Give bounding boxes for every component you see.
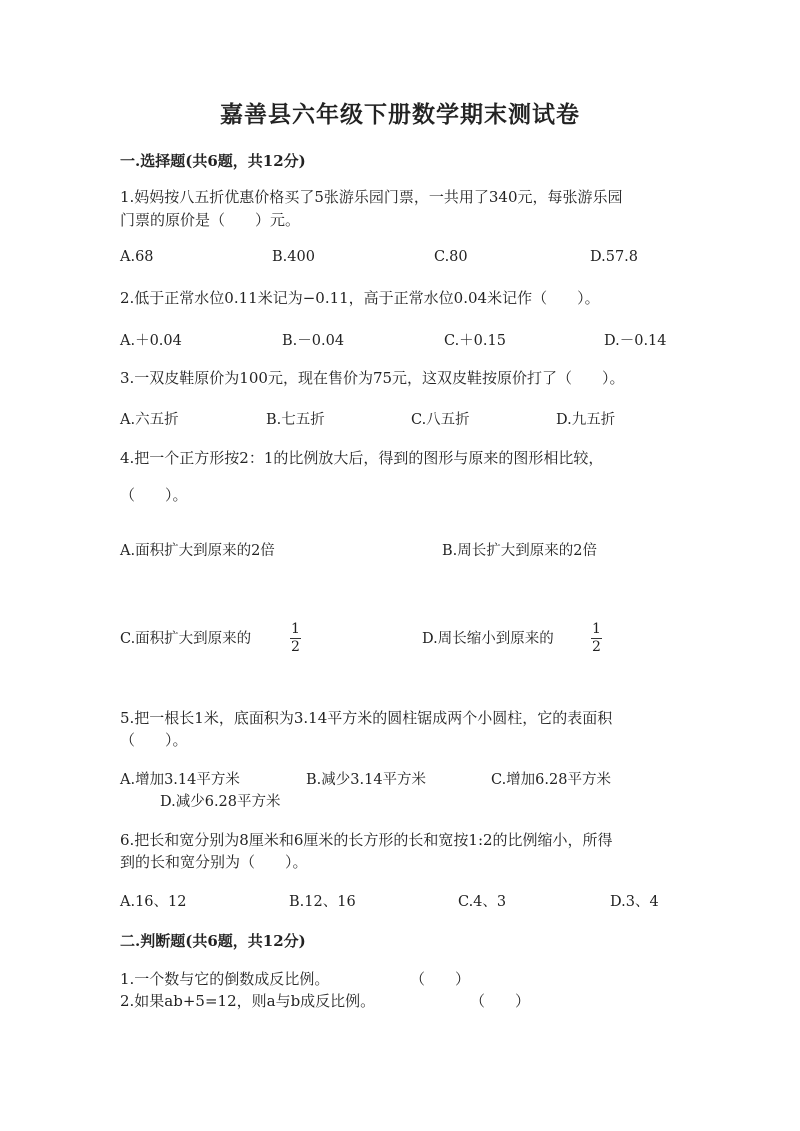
fraction-numerator: 1 <box>592 621 601 637</box>
q6-option-c: C.4、3 <box>458 894 507 910</box>
q6-option-a: A.16、12 <box>120 894 187 910</box>
judgement-item-1-answer-blank: （ ） <box>410 970 471 988</box>
page-title: 嘉善县六年级下册数学期末测试卷 <box>220 101 580 128</box>
q5-option-b: B.减少3.14平方米 <box>306 772 427 788</box>
fraction-denominator: 2 <box>592 639 601 655</box>
section-heading-judgement: 二.判断题(共6题，共12分) <box>120 932 306 950</box>
question-6-line-2: 到的长和宽分别为（ ）。 <box>120 853 308 871</box>
q1-option-c: C.80 <box>434 249 468 265</box>
fraction-denominator: 2 <box>291 639 300 655</box>
question-2-line-1: 2.低于正常水位0.11米记为−0.11，高于正常水位0.04米记作（ ）。 <box>120 289 600 307</box>
q4-option-c-fraction <box>290 622 301 655</box>
q4-option-a: A.面积扩大到原来的2倍 <box>120 543 275 559</box>
section-heading-choice: 一.选择题(共6题，共12分) <box>120 152 306 170</box>
q2-option-c: C.＋0.15 <box>444 333 506 349</box>
question-4-line-1: 4.把一个正方形按2：1的比例放大后，得到的图形与原来的图形相比较， <box>120 449 604 467</box>
q4-option-d: D.周长缩小到原来的 <box>422 631 554 647</box>
q5-option-c: C.增加6.28平方米 <box>491 772 611 788</box>
q4-option-c: C.面积扩大到原来的 <box>120 631 252 647</box>
question-1-line-2: 门票的原价是（ ）元。 <box>120 211 301 229</box>
q2-option-b: B.－0.04 <box>282 333 345 349</box>
q5-option-a: A.增加3.14平方米 <box>120 772 240 788</box>
question-5-line-1: 5.把一根长1米，底面积为3.14平方米的圆柱锯成两个小圆柱，它的表面积 <box>120 709 613 727</box>
judgement-item-1: 1.一个数与它的倒数成反比例。 <box>120 970 330 988</box>
question-6-line-1: 6.把长和宽分别为8厘米和6厘米的长方形的长和宽按1:2的比例缩小，所得 <box>120 831 613 849</box>
q1-option-b: B.400 <box>272 249 315 265</box>
question-5-line-2: （ ）。 <box>120 731 188 749</box>
q1-option-d: D.57.8 <box>590 249 639 265</box>
q5-option-d: D.减少6.28平方米 <box>160 794 281 810</box>
q3-option-c: C.八五折 <box>411 412 470 428</box>
q2-option-d: D.－0.14 <box>604 333 667 349</box>
q3-option-a: A.六五折 <box>120 412 179 428</box>
question-4-line-2: （ ）。 <box>120 486 188 504</box>
q3-option-d: D.九五折 <box>556 412 616 428</box>
question-3-line-1: 3.一双皮鞋原价为100元，现在售价为75元，这双皮鞋按原价打了（ ）。 <box>120 369 625 387</box>
judgement-item-2-answer-blank: （ ） <box>470 992 531 1010</box>
q2-option-a: A.＋0.04 <box>120 333 182 349</box>
q4-option-d-fraction <box>591 622 602 655</box>
q1-option-a: A.68 <box>120 249 154 265</box>
fraction-numerator: 1 <box>291 621 300 637</box>
q3-option-b: B.七五折 <box>266 412 325 428</box>
q4-option-b: B.周长扩大到原来的2倍 <box>442 543 597 559</box>
q6-option-d: D.3、4 <box>610 894 659 910</box>
judgement-item-2: 2.如果ab+5=12，则a与b成反比例。 <box>120 992 376 1010</box>
q6-option-b: B.12、16 <box>289 894 356 910</box>
question-1-line-1: 1.妈妈按八五折优惠价格买了5张游乐园门票，一共用了340元，每张游乐园 <box>120 188 623 206</box>
